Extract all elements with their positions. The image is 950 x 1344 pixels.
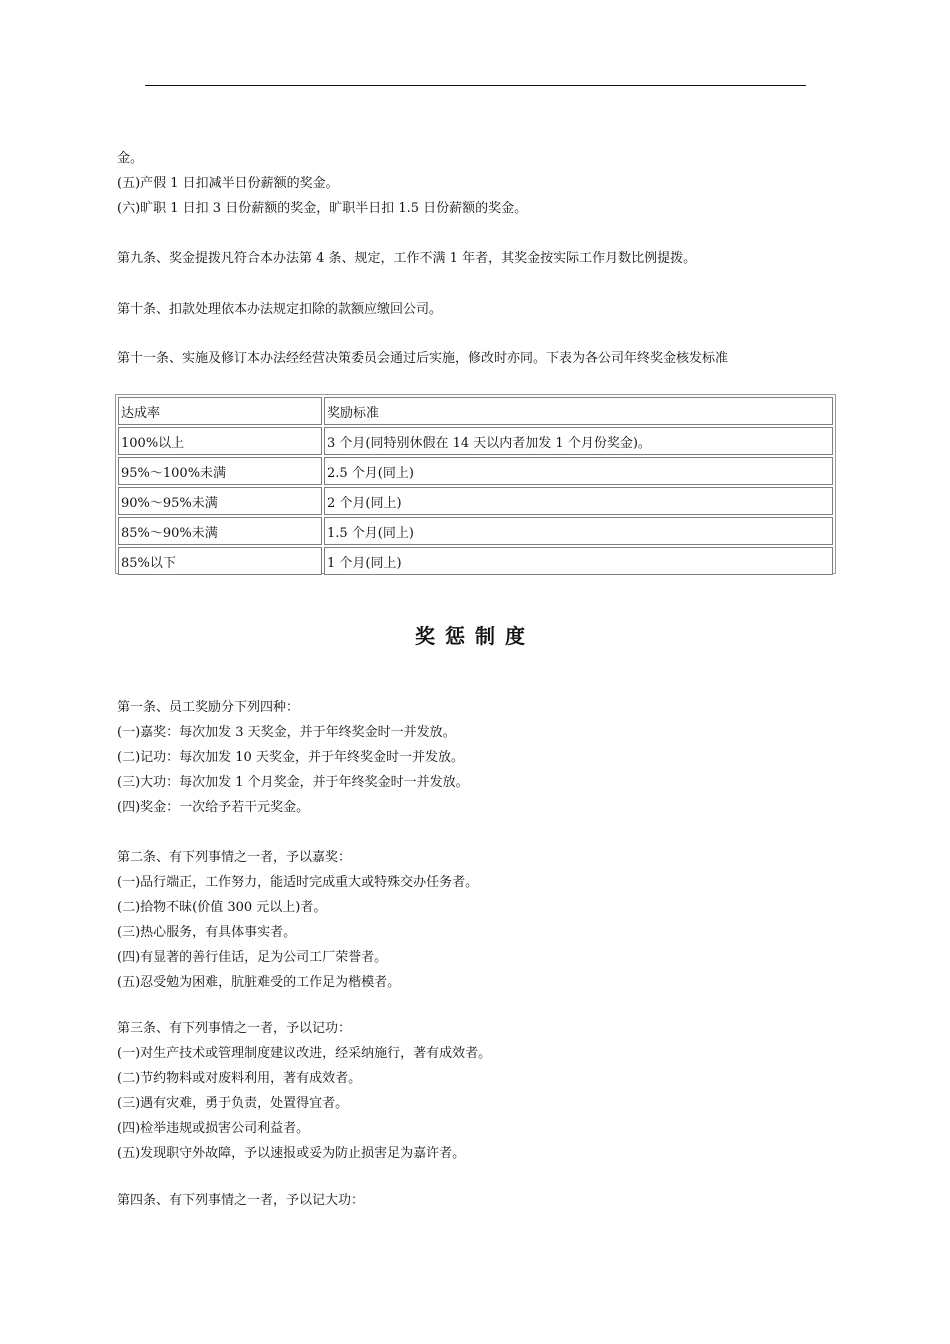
list-item: (四)检举违规或损害公司利益者。	[117, 1121, 310, 1136]
table-header-cell: 奖励标准	[324, 397, 833, 425]
table-row	[118, 547, 833, 575]
article-heading: 第一条、员工奖励分下列四种：	[117, 700, 300, 715]
top-section	[117, 146, 837, 221]
text-line: 金。	[117, 151, 144, 166]
list-item: (三)大功：每次加发 1 个月奖金，并于年终奖金时一并发放。	[117, 775, 469, 790]
article-4	[117, 1188, 837, 1213]
table-header-row	[118, 397, 833, 425]
table-cell: 90%～95%未满	[118, 487, 322, 515]
table-cell: 2.5 个月(同上)	[324, 457, 833, 485]
text-line: (六)旷职 1 日扣 3 日份薪额的奖金，旷职半日扣 1.5 日份薪额的奖金。	[117, 201, 528, 216]
list-item: (四)奖金：一次给予若干元奖金。	[117, 800, 310, 815]
table-cell: 1 个月(同上)	[324, 547, 833, 575]
text-line: (五)产假 1 日扣减半日份薪额的奖金。	[117, 176, 339, 191]
list-item: (五)发现职守外故障，予以速报或妥为防止损害足为嘉许者。	[117, 1146, 466, 1161]
table-row	[118, 517, 833, 545]
table-cell: 3 个月(同特别休假在 14 天以内者加发 1 个月份奖金)。	[324, 427, 833, 455]
table-cell: 95%～100%未满	[118, 457, 322, 485]
list-item: (三)热心服务，有具体事实者。	[117, 925, 297, 940]
article-10-text: 第十条、扣款处理依本办法规定扣除的款额应缴回公司。	[117, 302, 443, 317]
list-item: (四)有显著的善行佳话，足为公司工厂荣誉者。	[117, 950, 388, 965]
list-item: (一)品行端正，工作努力，能适时完成重大或特殊交办任务者。	[117, 875, 479, 890]
list-item: (二)拾物不昧(价值 300 元以上)者。	[117, 900, 327, 915]
article-11	[117, 346, 837, 371]
list-item: (一)对生产技术或管理制度建议改进，经采纳施行，著有成效者。	[117, 1046, 492, 1061]
list-item: (二)记功：每次加发 10 天奖金，并于年终奖金时一并发放。	[117, 750, 464, 765]
article-heading: 第二条、有下列事情之一者，予以嘉奖：	[117, 850, 352, 865]
article-2	[117, 845, 837, 995]
header-rule	[145, 85, 806, 86]
bonus-table	[115, 394, 836, 574]
article-10	[117, 297, 837, 322]
table-cell: 1.5 个月(同上)	[324, 517, 833, 545]
article-9-text: 第九条、奖金提拨凡符合本办法第 4 条、规定，工作不满 1 年者，其奖金按实际工作月数比例提拨。	[117, 251, 697, 266]
article-9	[117, 246, 837, 271]
list-item: (五)忍受勉为困难，肮脏难受的工作足为楷模者。	[117, 975, 401, 990]
article-11-text: 第十一条、实施及修订本办法经经营决策委员会通过后实施，修改时亦同。下表为各公司年终奖金核发标准	[117, 351, 729, 366]
table-header-cell: 达成率	[118, 397, 322, 425]
list-item: (三)遇有灾难，勇于负责，处置得宜者。	[117, 1096, 349, 1111]
table-cell: 100%以上	[118, 427, 322, 455]
table-cell: 85%以下	[118, 547, 322, 575]
article-heading: 第四条、有下列事情之一者，予以记大功：	[117, 1193, 365, 1208]
list-item: (一)嘉奖：每次加发 3 天奖金，并于年终奖金时一并发放。	[117, 725, 456, 740]
table-row	[118, 487, 833, 515]
article-3	[117, 1016, 837, 1166]
article-1	[117, 695, 837, 820]
table-row	[118, 457, 833, 485]
table-cell: 2 个月(同上)	[324, 487, 833, 515]
article-heading: 第三条、有下列事情之一者，予以记功：	[117, 1021, 352, 1036]
section-title: 奖惩制度	[415, 624, 535, 648]
table-row	[118, 427, 833, 455]
table-cell: 85%～90%未满	[118, 517, 322, 545]
list-item: (二)节约物料或对废料利用，著有成效者。	[117, 1071, 362, 1086]
